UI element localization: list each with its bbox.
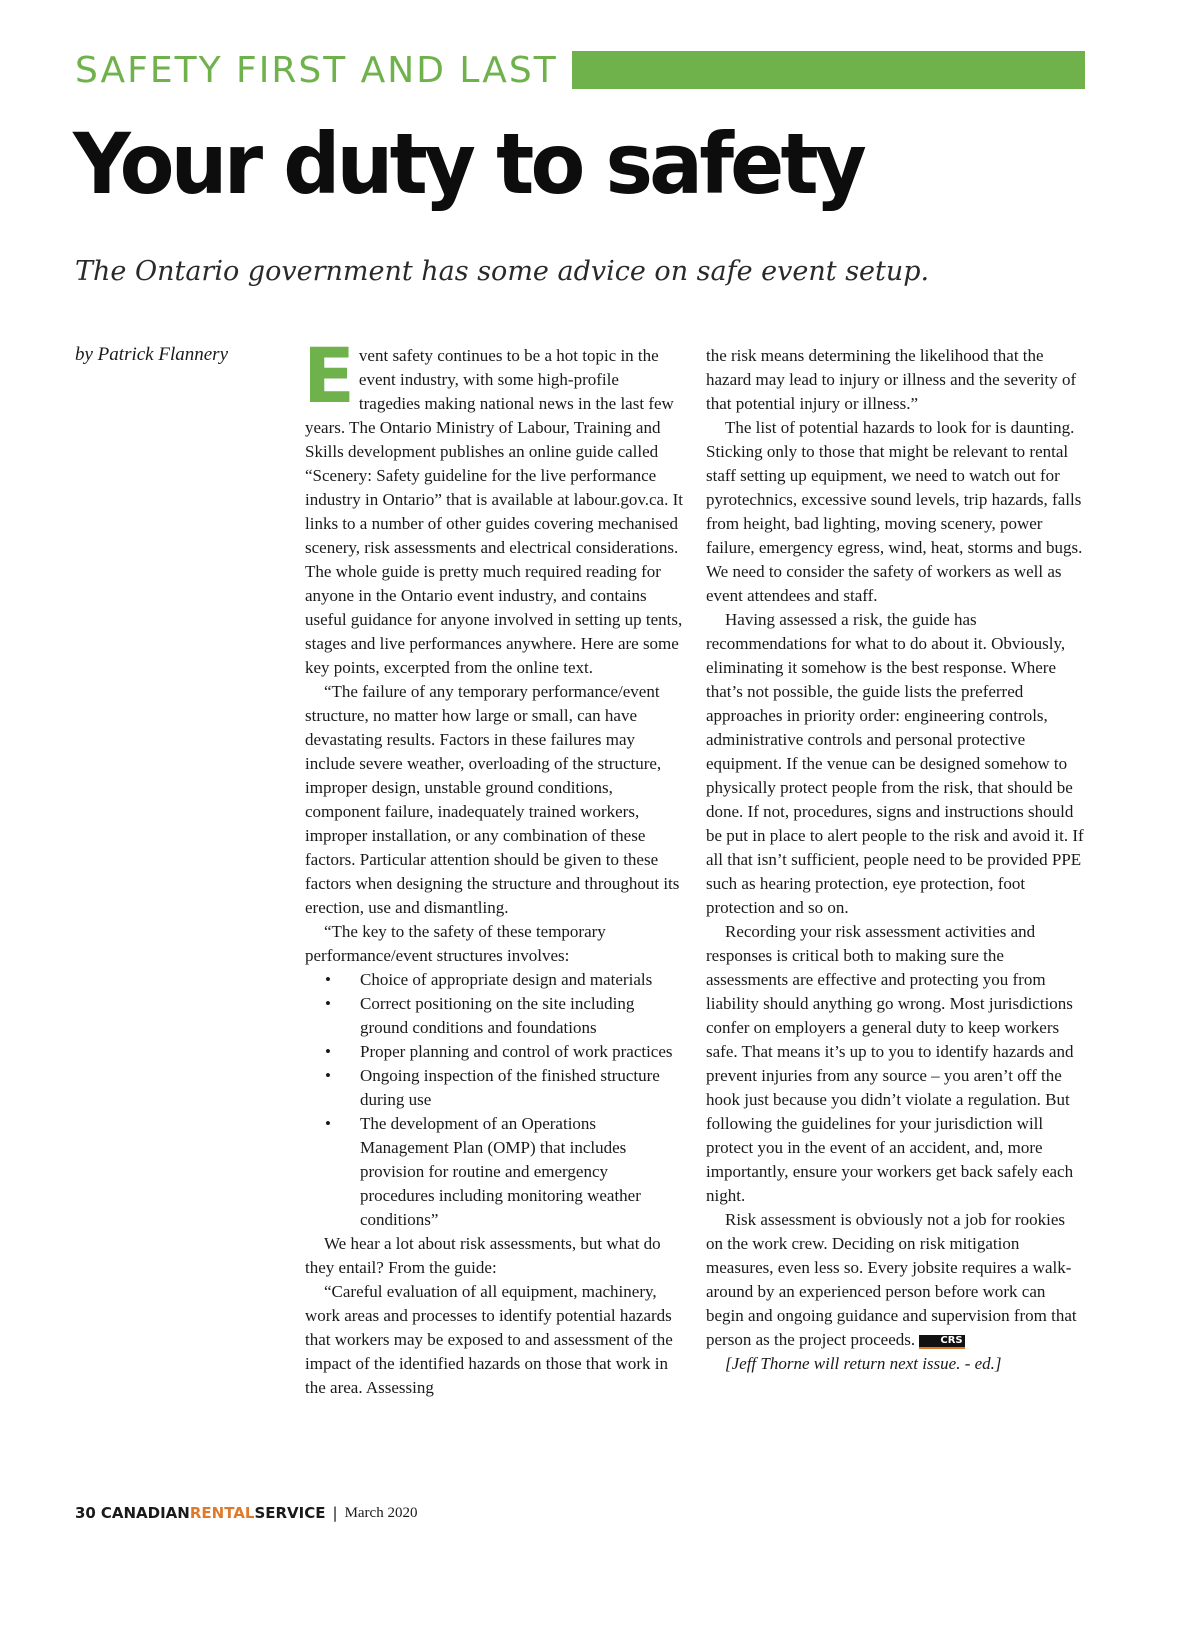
list-item: • Correct positioning on the site including ground conditions and foundations bbox=[325, 994, 635, 1037]
byline: by Patrick Flannery bbox=[75, 344, 229, 365]
bullet-icon: • bbox=[325, 994, 331, 1013]
bullet-icon: • bbox=[325, 970, 331, 989]
paragraph: Recording your risk assessment activities and responses is critical both to making sure the assessments are effective and protecting you from liability should anything go wrong. Most jurisdictions confer on employers a general duty to keep workers safe. That means it’s up to you to identify hazards and prevent injuries from any source – you aren’t off the hook just because you didn’t violate a regulation. But following the guidelines for your jurisdiction will protect you in the event of an accident, and, more importantly, ensure your workers get back safely each night. bbox=[706, 922, 1074, 1205]
article-column-1 bbox=[303, 331, 683, 1400]
footer-separator: | bbox=[332, 1504, 338, 1522]
paragraph: Having assessed a risk, the guide has recommendations for what to do about it. Obviously, eliminating it somehow is the best response. Where that’s not possible, the guide lists the preferred approaches in priority order: engineering controls, administrative controls and personal protective equipment. If the venue can be designed somehow to physically protect people from the risk, that should be done. If not, procedures, signs and instructions should be put in place to alert people to the risk and avoid it. If all that isn’t sufficient, people need to be provided PPE such as hearing protection, eye protection, foot protection and so on. bbox=[706, 610, 1084, 917]
list-item: • Ongoing inspection of the finished structure during use bbox=[325, 1066, 660, 1109]
end-mark-logo: CRS bbox=[919, 1335, 964, 1349]
list-item: • Choice of appropriate design and materials bbox=[305, 968, 683, 992]
section-kicker bbox=[75, 48, 1085, 92]
bullet-list bbox=[305, 968, 683, 1232]
headline: Your duty to safety bbox=[73, 115, 864, 213]
paragraph: “The failure of any temporary performance/event structure, no matter how large or small, can have devastating results. Factors in these failures may include severe weather, overloading of the structure, improper design, unstable ground conditions, component failure, inadequately trained workers, improper installation, or any combination of these factors. Particular attention should be given to these factors when designing the structure and throughout its erection, use and dismantling. bbox=[305, 682, 680, 917]
paragraph: “Careful evaluation of all equipment, machinery, work areas and processes to identify potential hazards that workers may be exposed to and assessment of the impact of the identified hazards on those that work in the area. Assessing bbox=[305, 1282, 673, 1397]
paragraph-final: Risk assessment is obviously not a job for rookies on the work crew. Deciding on risk mitigation measures, even less so. Every jobsite requires a walk-around by an experienced person before work can begin and ongoing guidance and supervision from that person as the project proceeds. CRS bbox=[706, 1210, 1077, 1349]
drop-cap: E bbox=[303, 331, 355, 420]
page-number: 30 bbox=[75, 1504, 96, 1522]
paragraph-continued: the risk means determining the likelihood that the hazard may lead to injury or illness and the severity of that potential injury or illness.” bbox=[706, 346, 1077, 413]
bullet-icon: • bbox=[325, 1042, 331, 1061]
list-item: • The development of an Operations Management Plan (OMP) that includes provision for routine and emergency procedures including monitoring weather conditions” bbox=[325, 1114, 641, 1229]
paragraph: The list of potential hazards to look for is daunting. Sticking only to those that might be relevant to rental staff setting up equipment, we need to watch out for pyrotechnics, excessive sound levels, trip hazards, falls from height, bad lighting, moving scenery, power failure, emergency egress, wind, heat, storms and bugs. We need to consider the safety of workers as well as event attendees and staff. bbox=[706, 418, 1083, 605]
bullet-icon: • bbox=[325, 1066, 331, 1085]
bullet-icon: • bbox=[325, 1114, 331, 1133]
issue-date: March 2020 bbox=[344, 1504, 418, 1521]
paragraph: We hear a lot about risk assessments, but what do they entail? From the guide: bbox=[305, 1234, 661, 1277]
deck: The Ontario government has some advice on safe event setup. bbox=[75, 256, 930, 287]
kicker-text: SAFETY FIRST AND LAST bbox=[75, 49, 558, 91]
paragraph-intro bbox=[303, 331, 683, 680]
page-footer bbox=[75, 1504, 417, 1522]
paragraph-intro-text: vent safety continues to be a hot topic in the event industry, with some high-profile tragedies making national news in the last few years. The Ontario Ministry of Labour, Training and Skills development publishes an online guide called “Scenery: Safety guideline for the live performance industry in Ontario” that is available at labour.gov.ca. It links to a number of other guides covering mechanised scenery, risk assessments and electrical considerations. The whole guide is pretty much required reading for anyone in the Ontario event industry, and contains useful guidance for anyone involved in setting up tents, stages and live performances anywhere. Here are some key points, excerpted from the online text. bbox=[305, 346, 683, 677]
kicker-bar bbox=[572, 51, 1085, 89]
list-item: • Proper planning and control of work practices bbox=[305, 1040, 683, 1064]
article-column-2 bbox=[706, 344, 1084, 1376]
paragraph: “The key to the safety of these temporary performance/event structures involves: bbox=[305, 922, 606, 965]
editor-note: [Jeff Thorne will return next issue. - ed.] bbox=[725, 1354, 1002, 1373]
magazine-name: CANADIANRENTALSERVICE bbox=[100, 1504, 326, 1522]
